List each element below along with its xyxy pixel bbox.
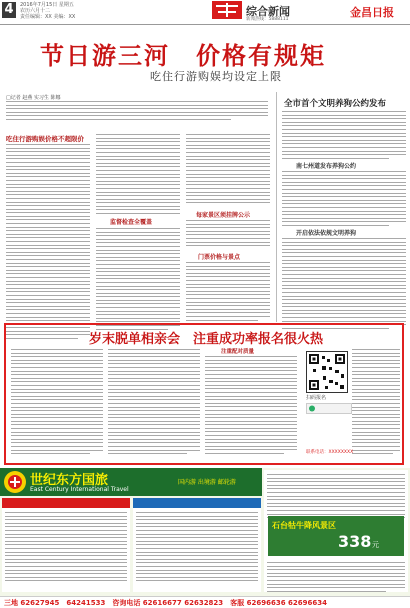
paper-name: 金昌日报 — [350, 6, 394, 19]
section-logo — [212, 1, 242, 19]
promo-box — [268, 516, 404, 556]
sidebar-text-2 — [282, 171, 406, 229]
wechat-logo — [306, 403, 352, 414]
mid-column-text — [96, 134, 180, 217]
ad-logo — [4, 471, 26, 493]
page-number: 4 — [2, 2, 16, 18]
boxed-col-2 — [108, 349, 200, 457]
boxed-article-title: 岁末脱单相亲会 注重成功率报名很火热 — [88, 332, 323, 347]
boxed-col-1 — [11, 349, 103, 457]
boxed-contact: 联系电话：XXXXXXXX — [306, 450, 354, 455]
mid-subhead-a: 监督检查全覆盖 — [110, 219, 153, 226]
mid-column-text-2 — [96, 228, 180, 332]
sidebar-subhead-1: 南七州道发布养狗公约 — [296, 163, 357, 170]
boxed-subhead-1: 注重配对质量 — [221, 349, 255, 355]
ad-brand-cn: 世纪东方国旅 — [30, 473, 109, 488]
third-column-text-3 — [186, 262, 270, 323]
wechat-icon — [308, 404, 318, 413]
masthead — [0, 0, 410, 24]
header-rule — [0, 24, 410, 25]
footer-phones: 三地 62627945 64241533 咨询电话 62616677 62632823 客服 62696636 62696634 — [4, 599, 327, 607]
qr-code[interactable] — [306, 351, 348, 393]
ad-banner — [0, 468, 262, 496]
byline: □记者 赵燕 实习生 陈娜 — [6, 95, 61, 101]
ad-logo-icon — [4, 471, 26, 493]
boxed-col-4 — [352, 349, 400, 457]
intro-text — [6, 101, 268, 123]
ad-list-right-rows-2 — [267, 562, 405, 594]
sidebar-subhead-2: 开启依法依规文明养狗 — [296, 230, 357, 237]
sidebar-divider — [276, 92, 277, 322]
promo-unit: 元 — [372, 541, 379, 549]
boxed-article — [4, 323, 404, 465]
third-column-text — [186, 134, 270, 206]
left-column-text — [6, 144, 90, 342]
promo-title: 石台牯牛降风景区 — [272, 521, 336, 530]
ad-list-middle-rows — [136, 512, 258, 584]
ad-list-left — [2, 498, 130, 592]
ad-list-left-header — [2, 498, 130, 508]
third-subhead-b: 每家景区须挂牌公示 — [196, 212, 251, 219]
ad-tagline: 国内游 出境游 邮轮游 — [178, 479, 236, 486]
left-subhead: 吃住行游购娱价格不超限价 — [6, 135, 84, 143]
sidebar-text-3 — [282, 238, 406, 331]
section-phone: 新闻热线：5888111 — [246, 17, 289, 22]
section-title: 综合新闻 — [246, 5, 290, 18]
footer-bar — [0, 596, 410, 608]
ad-list-right — [264, 470, 408, 592]
ad-list-middle — [133, 498, 261, 592]
qr-caption: 扫码报名 — [306, 395, 327, 401]
qr-code-icon — [307, 352, 347, 392]
subheadline: 吃住行游购娱均设定上限 — [150, 70, 282, 83]
ad-list-middle-header — [133, 498, 261, 508]
ad-list-left-rows — [5, 512, 127, 584]
third-subhead-c: 门票价格与景点 — [198, 254, 241, 261]
travel-ad[interactable] — [0, 468, 410, 596]
ad-list-right-rows — [267, 474, 405, 521]
boxed-col-3 — [205, 356, 297, 457]
section-logo-icon — [212, 1, 242, 19]
promo-price: 338 — [338, 532, 372, 551]
third-column-text-2 — [186, 220, 270, 249]
sidebar-title: 全市首个文明养狗公约发布 — [284, 99, 387, 109]
headline: 节日游三河 价格有规矩 — [40, 41, 326, 70]
date-line: 2016年7月15日 星期五 农历六月十二 责任编辑：XX 美编：XX — [20, 2, 76, 20]
sidebar-text-1 — [282, 111, 406, 161]
ad-brand-en: East Century International Travel — [30, 486, 129, 493]
